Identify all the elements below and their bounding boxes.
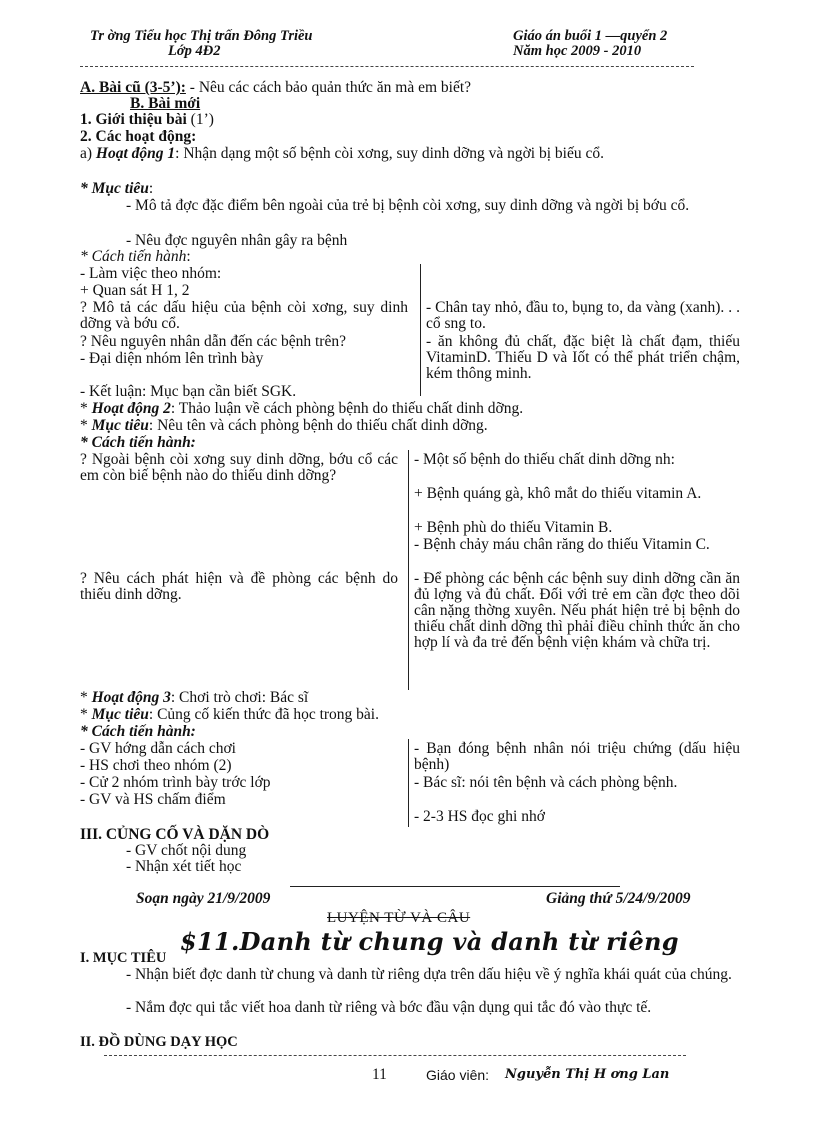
page-number: 11 [372,1066,387,1083]
section3-title: III. CỦNG CỐ VÀ DẶN DÒ [80,826,270,843]
act1-right-1: - ăn không đủ chất, đặc biệt là chất đạm, thiếu VitaminD. Thiếu D và Iốt có thể phát triển chậm, kém thông minh. [426,333,740,382]
lesson-subject: LUYỆN TỪ VÀ CÂU [327,910,471,926]
act3-left-1: - HS chơi theo nhóm (2) [80,757,232,774]
school-name: Tr ờng Tiểu học Thị trấn Đông Triều [90,28,313,44]
act3-column-divider [408,739,409,827]
act2-goal: * Mục tiêu: Nêu tên và cách phòng bệnh do thiếu chất dinh dỡng. [80,417,488,434]
act1-method-colon: : [186,248,191,265]
act3-right-0: - Bạn đóng bệnh nhân nói triệu chứng (dấu hiệu bệnh) [414,740,740,773]
act1-goal [80,181,153,197]
materials-title: II. ĐỒ DÙNG DẠY HỌC [80,1034,238,1050]
section-b-title: B. Bài mới [130,95,201,112]
act2-column-divider [408,450,409,690]
act1-goal-colon: : [148,180,154,197]
act1-goal2: - Nêu đợc nguyên nhân gây ra bệnh [126,232,348,249]
plan-title: Giáo án buổi 1 —quyển 2 [513,28,668,44]
activities-heading: 2. Các hoạt động: [80,128,197,145]
objectives-title: I. MỤC TIÊU [80,950,167,966]
act2-name: Hoạt động 2 [91,400,171,417]
section-a [80,80,471,96]
act1-left-0: - Làm việc theo nhóm: [80,265,222,282]
section3-item-0: - GV chốt nội dung [126,842,247,859]
act2-heading [80,401,523,417]
act2-prefix: * [80,400,92,417]
section-a-text: - Nêu các cách bảo quản thức ăn mà em biết? [185,79,472,96]
teach-date: Giảng thứ 5/24/9/2009 [546,890,691,907]
act3-prefix: * [80,689,92,706]
prep-date: Soạn ngày 21/9/2009 [136,890,271,907]
act3-method: * Cách tiến hành: [80,723,196,740]
section3-item-1: - Nhận xét tiết học [126,858,242,875]
act1-name: Hoạt động 1 [95,145,176,162]
teacher-label: Giáo viên: [426,1067,490,1083]
act1-heading [80,146,740,162]
act3-goal-label: Mục tiêu [91,706,149,723]
objective-2: - Nắm đợc qui tắc viết hoa danh từ riêng và bớc đầu vận dụng qui tắc đó vào thực tế. [126,999,652,1016]
teacher-name: Nguyễn Thị H ơng Lan [505,1067,670,1082]
act3-text: : Chơi trò chơi: Bác sĩ [170,689,309,706]
act3-goal: * Mục tiêu: Củng cố kiến thức đã học trong bài. [80,706,379,723]
act1-goal1: - Mô tả đợc đặc điểm bên ngoài của trẻ bị bệnh còi xơng, suy dinh dỡng và ngời bị bớu cổ. [126,197,690,214]
act1-goal-label: * Mục tiêu [80,180,149,197]
class-name: Lớp 4Đ2 [168,43,221,59]
act2-goal-label: Mục tiêu [91,417,149,434]
school-year: Năm học 2009 - 2010 [513,43,642,59]
act1-label: a) [80,145,96,162]
act1-conclusion: - Kết luận: Mục bạn cần biết SGK. [80,383,297,400]
act2-question-2: ? Nêu cách phát hiện và đề phòng các bệnh do thiếu dinh dỡng. [80,570,398,603]
act1-method-label: * Cách tiến hành [80,248,187,265]
act2-answer-1-3: - Bệnh chảy máu chân răng do thiếu Vitamin C. [414,536,710,553]
intro-time: (1’) [186,111,214,128]
act2-question-1: ? Ngoài bệnh còi xơng suy dinh dỡng, bớu cổ các em còn biế bệnh nào do thiếu dinh dỡng? [80,451,398,484]
act2-answer-1-0: - Một số bệnh do thiếu chất dinh dỡng nh: [414,451,675,468]
intro-label: Giới thiệu bài [95,111,187,128]
act3-left-3: - GV và HS chấm điểm [80,791,226,808]
act2-text: : Thảo luận về cách phòng bệnh do thiếu chất dinh dỡng. [170,400,524,417]
act1-column-divider [420,264,421,396]
act1-left-2: ? Mô tả các dấu hiệu của bệnh còi xơng, suy dinh dỡng và bớu cổ. [80,299,408,332]
act1-left-1: + Quan sát H 1, 2 [80,282,190,299]
act3-left-0: - GV hớng dẫn cách chơi [80,740,236,757]
header-divider [80,66,694,67]
act2-method: * Cách tiến hành: [80,434,196,451]
act2-answer-1-1: + Bệnh quáng gà, khô mắt do thiếu vitamin A. [414,485,702,502]
act1-left-3: ? Nêu nguyên nhân dẫn đến các bệnh trên? [80,333,346,350]
intro-line [80,112,214,128]
act1-left-4: - Đại diện nhóm lên trình bày [80,350,264,367]
section-a-title: A. Bài cũ (3-5’): [80,79,186,96]
act3-right-1: - Bác sĩ: nói tên bệnh và cách phòng bệnh. [414,774,678,791]
act1-method [80,249,191,265]
footer-divider [104,1055,686,1056]
act3-heading [80,690,308,706]
act2-answer-2: - Để phòng các bệnh các bệnh suy dinh dỡng cần ăn đủ lợng và đủ chất. Đối với trẻ em cần đợc theo dõi cân nặng thờng xuyên. Nếu phát hiện trẻ bị bệnh do thiếu chất dinh dỡng thì phải điều chỉnh thức ăn cho hợp lí và đa trẻ đến bệnh viện khám và chữa trị. [414,570,740,651]
act3-goal-text: : Củng cố kiến thức đã học trong bài. [148,706,379,723]
act3-left-2: - Cử 2 nhóm trình bày trớc lớp [80,774,271,791]
act2-answer-1-2: + Bệnh phù do thiếu Vitamin B. [414,519,613,536]
lesson-divider [290,886,620,887]
act1-right-0: - Chân tay nhỏ, đầu to, bụng to, da vàng (xanh). . . cổ sng to. [426,299,740,332]
act1-text: : Nhận dạng một số bệnh còi xơng, suy dinh dỡng và ngời bị biếu cổ. [175,145,604,162]
act3-right-2: - 2-3 HS đọc ghi nhớ [414,808,545,825]
act2-goal-text: : Nêu tên và cách phòng bệnh do thiếu chất dinh dỡng. [148,417,488,434]
lesson-title: $11.Danh từ chung và danh từ riêng [180,927,679,956]
intro-num: 1. [80,111,92,128]
act3-name: Hoạt động 3 [91,689,171,706]
objective-1: - Nhận biết đợc danh từ chung và danh từ riêng dựa trên dấu hiệu về ý nghĩa khái quát của chúng. [126,966,732,983]
